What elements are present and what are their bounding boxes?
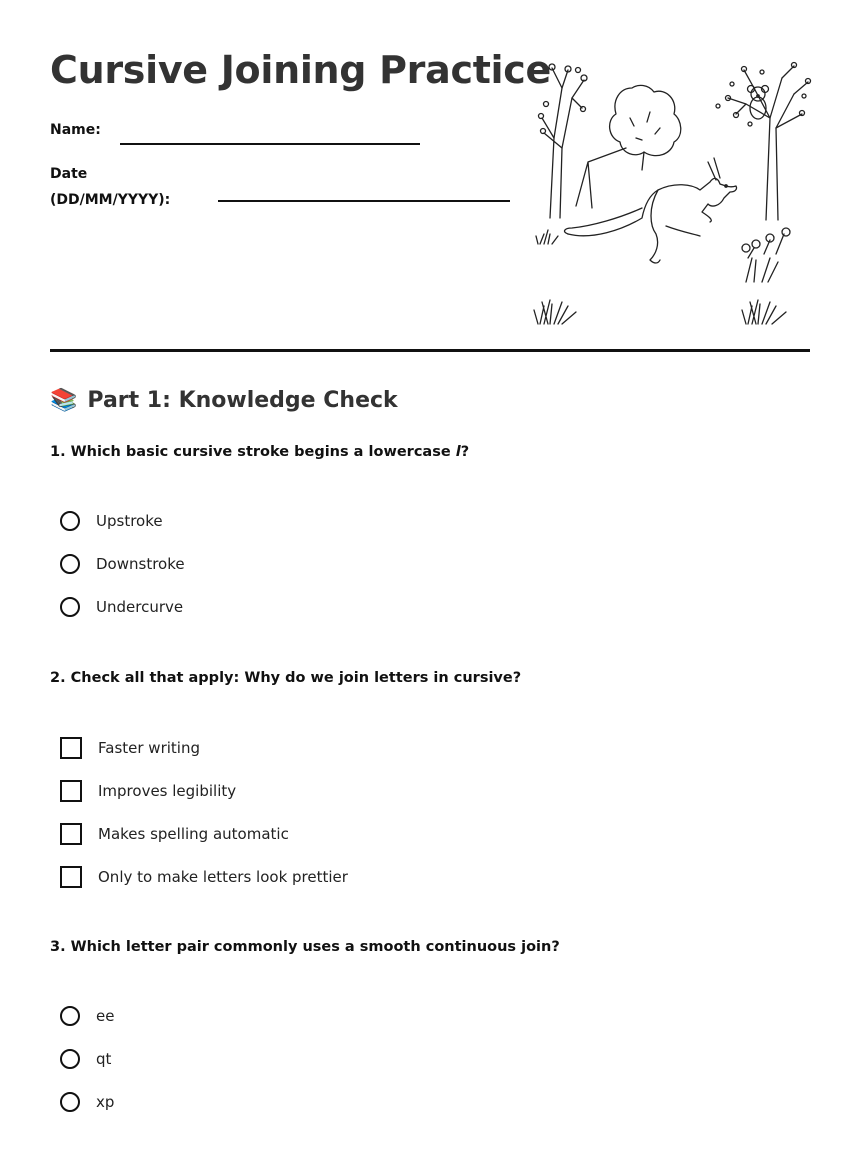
radio-button[interactable] bbox=[60, 554, 80, 574]
date-label-line2: (DD/MM/YYYY): bbox=[50, 192, 171, 208]
section-title-text: Part 1: Knowledge Check bbox=[87, 388, 398, 413]
q1-option-upstroke[interactable] bbox=[60, 511, 163, 531]
option-label: qt bbox=[96, 1050, 112, 1068]
option-label: ee bbox=[96, 1007, 115, 1025]
question-2: 2. Check all that apply: Why do we join letters in cursive? bbox=[50, 670, 522, 686]
checkbox[interactable] bbox=[60, 866, 82, 888]
q2-option-legibility[interactable] bbox=[60, 780, 236, 802]
radio-button[interactable] bbox=[60, 1092, 80, 1112]
radio-button[interactable] bbox=[60, 511, 80, 531]
kangaroo-koala-illustration bbox=[532, 58, 814, 330]
option-label: xp bbox=[96, 1093, 115, 1111]
option-label: Improves legibility bbox=[98, 782, 237, 800]
q1-option-downstroke[interactable] bbox=[60, 554, 185, 574]
q2-option-spelling[interactable] bbox=[60, 823, 289, 845]
option-label: Downstroke bbox=[96, 555, 185, 573]
q2-option-faster-writing[interactable] bbox=[60, 737, 200, 759]
checkbox[interactable] bbox=[60, 780, 82, 802]
question-1-suffix: ? bbox=[460, 444, 470, 460]
books-icon: 📚 bbox=[50, 388, 78, 413]
option-label: Makes spelling automatic bbox=[98, 825, 289, 843]
radio-button[interactable] bbox=[60, 597, 80, 617]
kangaroo bbox=[565, 158, 737, 263]
date-label-line1: Date bbox=[50, 166, 88, 182]
worksheet-title: Cursive Joining Practice bbox=[50, 48, 551, 92]
question-1 bbox=[50, 444, 469, 460]
right-tree-koala bbox=[716, 63, 811, 221]
question-1-text: 1. Which basic cursive stroke begins a lowercase bbox=[50, 444, 456, 460]
q1-option-undercurve[interactable] bbox=[60, 597, 183, 617]
name-label: Name: bbox=[50, 122, 101, 138]
checkbox[interactable] bbox=[60, 823, 82, 845]
name-line[interactable] bbox=[120, 143, 420, 145]
option-label: Only to make letters look prettier bbox=[98, 868, 348, 886]
q3-option-xp[interactable] bbox=[60, 1092, 114, 1112]
bushy-tree bbox=[576, 85, 681, 208]
option-label: Undercurve bbox=[96, 598, 184, 616]
q3-option-qt[interactable] bbox=[60, 1049, 111, 1069]
grass-and-flowers bbox=[534, 228, 790, 324]
question-1-emphasis: l bbox=[455, 444, 461, 460]
checkbox[interactable] bbox=[60, 737, 82, 759]
header-divider bbox=[50, 349, 810, 352]
option-label: Upstroke bbox=[96, 512, 163, 530]
left-tree bbox=[539, 64, 588, 218]
date-line[interactable] bbox=[218, 200, 510, 202]
question-3: 3. Which letter pair commonly uses a smooth continuous join? bbox=[50, 939, 560, 955]
section-title bbox=[50, 388, 398, 413]
q2-option-prettier[interactable] bbox=[60, 866, 348, 888]
date-label bbox=[50, 161, 170, 213]
option-label: Faster writing bbox=[98, 739, 200, 757]
q3-option-ee[interactable] bbox=[60, 1006, 114, 1026]
radio-button[interactable] bbox=[60, 1006, 80, 1026]
radio-button[interactable] bbox=[60, 1049, 80, 1069]
